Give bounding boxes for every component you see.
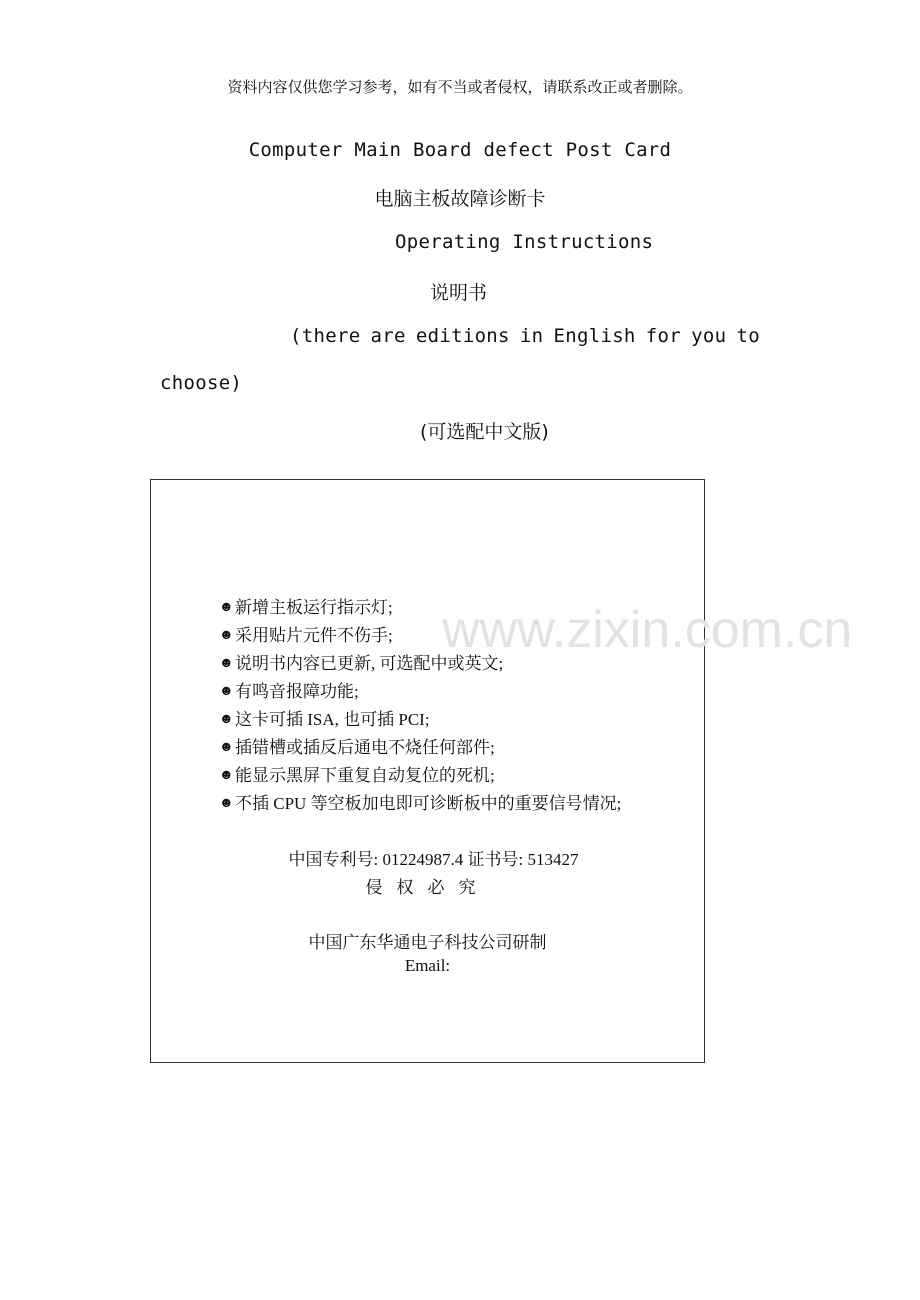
smiley-icon: ☻: [219, 768, 234, 783]
feature-text: 新增主板运行指示灯;: [235, 598, 393, 617]
smiley-icon: ☻: [219, 600, 234, 615]
feature-item: [219, 678, 621, 706]
feature-item: [219, 790, 621, 818]
editions-word: (there: [290, 325, 361, 347]
title-english: Computer Main Board defect Post Card: [248, 139, 672, 161]
watermark-text: www.zixin.com.cn: [442, 601, 853, 659]
smiley-icon: ☻: [219, 712, 234, 727]
feature-item: [219, 706, 621, 734]
feature-text: 不插 CPU 等空板加电即可诊断板中的重要信号情况;: [235, 794, 622, 813]
editions-word: to: [736, 325, 760, 347]
editions-word: editions: [415, 325, 510, 347]
smiley-icon: ☻: [219, 796, 234, 811]
smiley-icon: ☻: [219, 656, 234, 671]
feature-text: 有鸣音报障功能;: [235, 682, 359, 701]
editions-word: English: [553, 325, 636, 347]
editions-note-line1: [290, 325, 760, 347]
subtitle-chinese: 说明书: [430, 282, 488, 304]
editions-note-chinese: (可选配中文版): [420, 421, 549, 443]
feature-text: 这卡可插 ISA, 也可插 PCI;: [235, 710, 430, 729]
email-label: Email:: [404, 956, 451, 975]
feature-text: 能显示黑屏下重复自动复位的死机;: [235, 766, 495, 785]
smiley-icon: ☻: [219, 628, 234, 643]
feature-text: 说明书内容已更新, 可选配中或英文;: [235, 654, 504, 673]
feature-item: [219, 762, 621, 790]
editions-word: in: [519, 325, 544, 347]
patent-number-line: 中国专利号: 01224987.4 证书号: 513427: [288, 850, 579, 869]
subtitle-english: Operating Instructions: [395, 231, 654, 253]
rights-reserved-text: 侵权必究: [365, 878, 490, 897]
feature-item: [219, 734, 621, 762]
smiley-icon: ☻: [219, 740, 234, 755]
title-chinese: 电脑主板故障诊断卡: [374, 188, 546, 210]
feature-text: 插错槽或插反后通电不烧任何部件;: [235, 738, 495, 757]
disclaimer-header: 资料内容仅供您学习参考，如有不当或者侵权，请联系改正或者删除。: [227, 78, 693, 96]
editions-note-line2: choose): [160, 372, 243, 394]
feature-list: [219, 594, 621, 818]
post-card-label-box: [150, 479, 705, 1063]
feature-item: [219, 622, 621, 650]
editions-word: you: [691, 325, 727, 347]
manufacturer-line: 中国广东华通电子科技公司研制: [308, 933, 547, 952]
feature-text: 采用贴片元件不伤手;: [235, 626, 393, 645]
editions-word: for: [645, 325, 682, 347]
editions-word: are: [370, 325, 406, 347]
smiley-icon: ☻: [219, 684, 234, 699]
feature-item: [219, 594, 621, 622]
feature-item: [219, 650, 621, 678]
